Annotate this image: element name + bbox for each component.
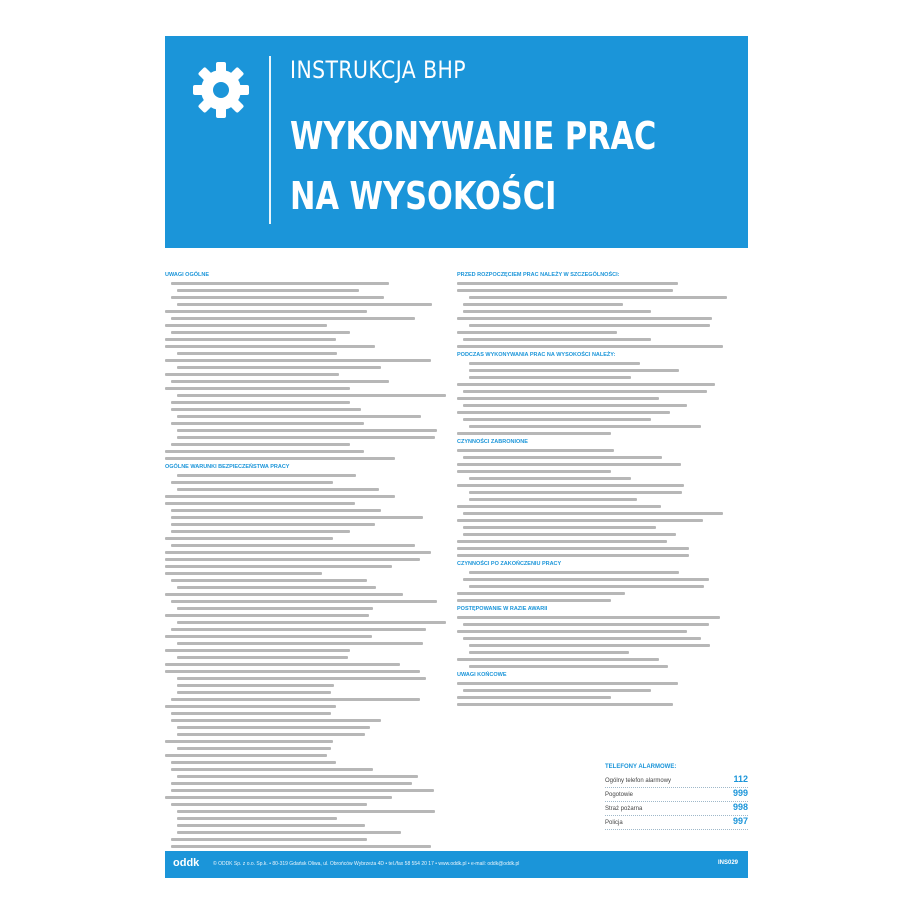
poster-footer xyxy=(165,851,748,878)
text-line xyxy=(469,324,710,327)
text-line xyxy=(469,296,727,299)
text-line xyxy=(457,540,667,543)
text-line xyxy=(177,289,359,292)
text-line xyxy=(469,571,679,574)
text-line xyxy=(177,607,373,610)
text-line xyxy=(457,331,617,334)
left-column xyxy=(165,268,445,852)
text-line xyxy=(469,425,701,428)
text-line xyxy=(457,289,673,292)
text-line xyxy=(469,644,710,647)
text-line xyxy=(457,432,611,435)
text-line xyxy=(165,572,322,575)
text-line xyxy=(457,547,689,550)
text-line xyxy=(171,628,426,631)
text-line xyxy=(177,303,432,306)
text-line xyxy=(469,362,640,365)
text-line xyxy=(165,670,420,673)
text-line xyxy=(463,689,651,692)
text-line xyxy=(457,449,614,452)
text-line xyxy=(165,310,367,313)
text-line xyxy=(177,824,365,827)
text-line xyxy=(469,491,682,494)
text-line xyxy=(165,593,403,596)
text-line xyxy=(165,663,400,666)
text-line xyxy=(165,635,372,638)
text-line xyxy=(463,512,723,515)
text-line xyxy=(177,656,348,659)
text-line xyxy=(469,477,631,480)
text-line xyxy=(457,696,611,699)
text-line xyxy=(469,585,704,588)
text-line xyxy=(171,523,375,526)
text-line xyxy=(171,838,367,841)
text-line xyxy=(457,519,703,522)
bhp-poster xyxy=(165,36,748,878)
poster-header xyxy=(165,36,748,248)
text-line xyxy=(171,719,381,722)
text-line xyxy=(177,366,381,369)
text-line xyxy=(457,484,684,487)
text-line xyxy=(165,324,327,327)
poster-title-line-1: WYKONYWANIE PRAC xyxy=(290,114,657,158)
text-line xyxy=(457,682,678,685)
right-column xyxy=(457,268,737,710)
text-line xyxy=(165,796,392,799)
text-line xyxy=(171,380,389,383)
text-line xyxy=(165,338,336,341)
text-line xyxy=(177,436,435,439)
text-line xyxy=(171,422,364,425)
text-line xyxy=(457,554,689,557)
section-title: CZYNNOŚCI PO ZAKOŃCZENIU PRACY xyxy=(457,561,562,567)
alarm-number: 998 xyxy=(732,802,748,812)
text-line xyxy=(457,397,659,400)
text-line xyxy=(165,495,395,498)
text-line xyxy=(171,845,431,848)
text-line xyxy=(177,394,446,397)
text-line xyxy=(463,456,662,459)
text-line xyxy=(463,310,651,313)
text-line xyxy=(177,474,356,477)
oddk-logo: oddk xyxy=(173,857,200,869)
text-line xyxy=(469,498,637,501)
text-line xyxy=(171,803,367,806)
text-line xyxy=(171,782,412,785)
text-line xyxy=(457,282,678,285)
text-line xyxy=(165,558,420,561)
text-line xyxy=(177,684,334,687)
text-line xyxy=(463,526,656,529)
poster-subtitle: INSTRUKCJA BHP xyxy=(290,56,466,84)
text-line xyxy=(177,677,426,680)
text-line xyxy=(171,443,350,446)
text-line xyxy=(177,733,365,736)
text-line xyxy=(469,376,631,379)
text-line xyxy=(177,810,435,813)
text-line xyxy=(457,599,611,602)
text-line xyxy=(463,623,709,626)
text-line xyxy=(463,637,701,640)
text-line xyxy=(171,282,389,285)
text-line xyxy=(469,665,668,668)
text-line xyxy=(457,658,659,661)
text-line xyxy=(457,703,673,706)
text-line xyxy=(165,754,327,757)
alarm-title: TELEFONY ALARMOWE: xyxy=(605,764,677,770)
footer-contact: © ODDK Sp. z o.o. Sp.k. • 80-319 Gdańsk Oliwa, ul. Obrońców Wybrzeża 4D • tel./fax 58 554 20 17 • www.oddk.pl • e-mail: oddk@oddk.pl xyxy=(213,861,520,867)
alarm-label: Ogólny telefon alarmowy xyxy=(605,778,672,784)
section-title: OGÓLNE WARUNKI BEZPIECZEŃSTWA PRACY xyxy=(165,464,290,470)
text-line xyxy=(457,505,661,508)
text-line xyxy=(469,651,629,654)
text-line xyxy=(165,551,431,554)
text-line xyxy=(171,317,415,320)
poster-code: INS029 xyxy=(717,860,738,866)
section-title: CZYNNOŚCI ZABRONIONE xyxy=(457,439,528,445)
text-line xyxy=(457,317,712,320)
section-title: POSTĘPOWANIE W RAZIE AWARII xyxy=(457,606,548,612)
alarm-label: Policja xyxy=(605,820,623,826)
alarm-row xyxy=(605,774,748,788)
text-line xyxy=(171,761,336,764)
alarm-row xyxy=(605,788,748,802)
text-line xyxy=(171,789,434,792)
text-line xyxy=(165,359,431,362)
section-title: PODCZAS WYKONYWANIA PRAC NA WYSOKOŚCI NALEŻY: xyxy=(457,352,616,358)
section-title: UWAGI OGÓLNE xyxy=(165,272,209,278)
text-line xyxy=(171,768,373,771)
text-line xyxy=(171,516,423,519)
alarm-phones xyxy=(605,764,748,830)
text-line xyxy=(171,296,384,299)
text-line xyxy=(457,470,611,473)
text-line xyxy=(177,586,376,589)
alarm-number: 997 xyxy=(732,816,748,826)
alarm-number: 999 xyxy=(732,788,748,798)
text-line xyxy=(165,387,350,390)
text-line xyxy=(165,502,355,505)
text-line xyxy=(165,740,333,743)
text-line xyxy=(177,415,421,418)
alarm-number: 112 xyxy=(733,774,748,784)
text-line xyxy=(171,331,350,334)
text-line xyxy=(165,649,350,652)
alarm-row xyxy=(605,802,748,816)
text-line xyxy=(165,614,369,617)
text-line xyxy=(165,345,375,348)
header-divider xyxy=(269,56,271,224)
text-line xyxy=(463,418,651,421)
text-line xyxy=(457,463,681,466)
text-line xyxy=(171,401,350,404)
text-line xyxy=(171,408,361,411)
text-line xyxy=(457,383,715,386)
text-line xyxy=(171,600,437,603)
text-line xyxy=(165,705,336,708)
gear-icon xyxy=(189,58,253,122)
text-line xyxy=(171,579,367,582)
text-line xyxy=(463,303,623,306)
section-title: UWAGI KOŃCOWE xyxy=(457,672,507,678)
text-line xyxy=(463,390,707,393)
poster-title-line-2: NA WYSOKOŚCI xyxy=(290,174,557,218)
section-title: PRZED ROZPOCZĘCIEM PRAC NALEŻY W SZCZEGÓLNOŚCI: xyxy=(457,272,620,278)
text-line xyxy=(463,578,709,581)
text-line xyxy=(171,509,381,512)
text-line xyxy=(457,630,687,633)
alarm-row xyxy=(605,816,748,830)
text-line xyxy=(469,369,679,372)
text-line xyxy=(177,726,370,729)
text-line xyxy=(165,373,339,376)
text-line xyxy=(177,775,418,778)
alarm-label: Straż pożarna xyxy=(605,806,643,812)
text-line xyxy=(457,345,723,348)
text-line xyxy=(177,642,423,645)
text-line xyxy=(177,429,437,432)
alarm-label: Pogotowie xyxy=(605,792,634,798)
text-line xyxy=(463,338,651,341)
text-line xyxy=(463,404,687,407)
text-line xyxy=(171,481,333,484)
text-line xyxy=(171,544,415,547)
text-line xyxy=(457,411,670,414)
text-line xyxy=(171,712,331,715)
text-line xyxy=(165,537,333,540)
text-line xyxy=(177,747,331,750)
text-line xyxy=(165,450,364,453)
poster-body xyxy=(165,268,748,843)
text-line xyxy=(177,817,337,820)
text-line xyxy=(177,691,331,694)
text-line xyxy=(177,488,379,491)
text-line xyxy=(177,831,401,834)
text-line xyxy=(457,616,720,619)
text-line xyxy=(165,457,395,460)
text-line xyxy=(457,592,625,595)
text-line xyxy=(171,530,350,533)
text-line xyxy=(171,698,420,701)
text-line xyxy=(463,533,676,536)
text-line xyxy=(165,565,392,568)
text-line xyxy=(177,621,446,624)
text-line xyxy=(177,352,337,355)
